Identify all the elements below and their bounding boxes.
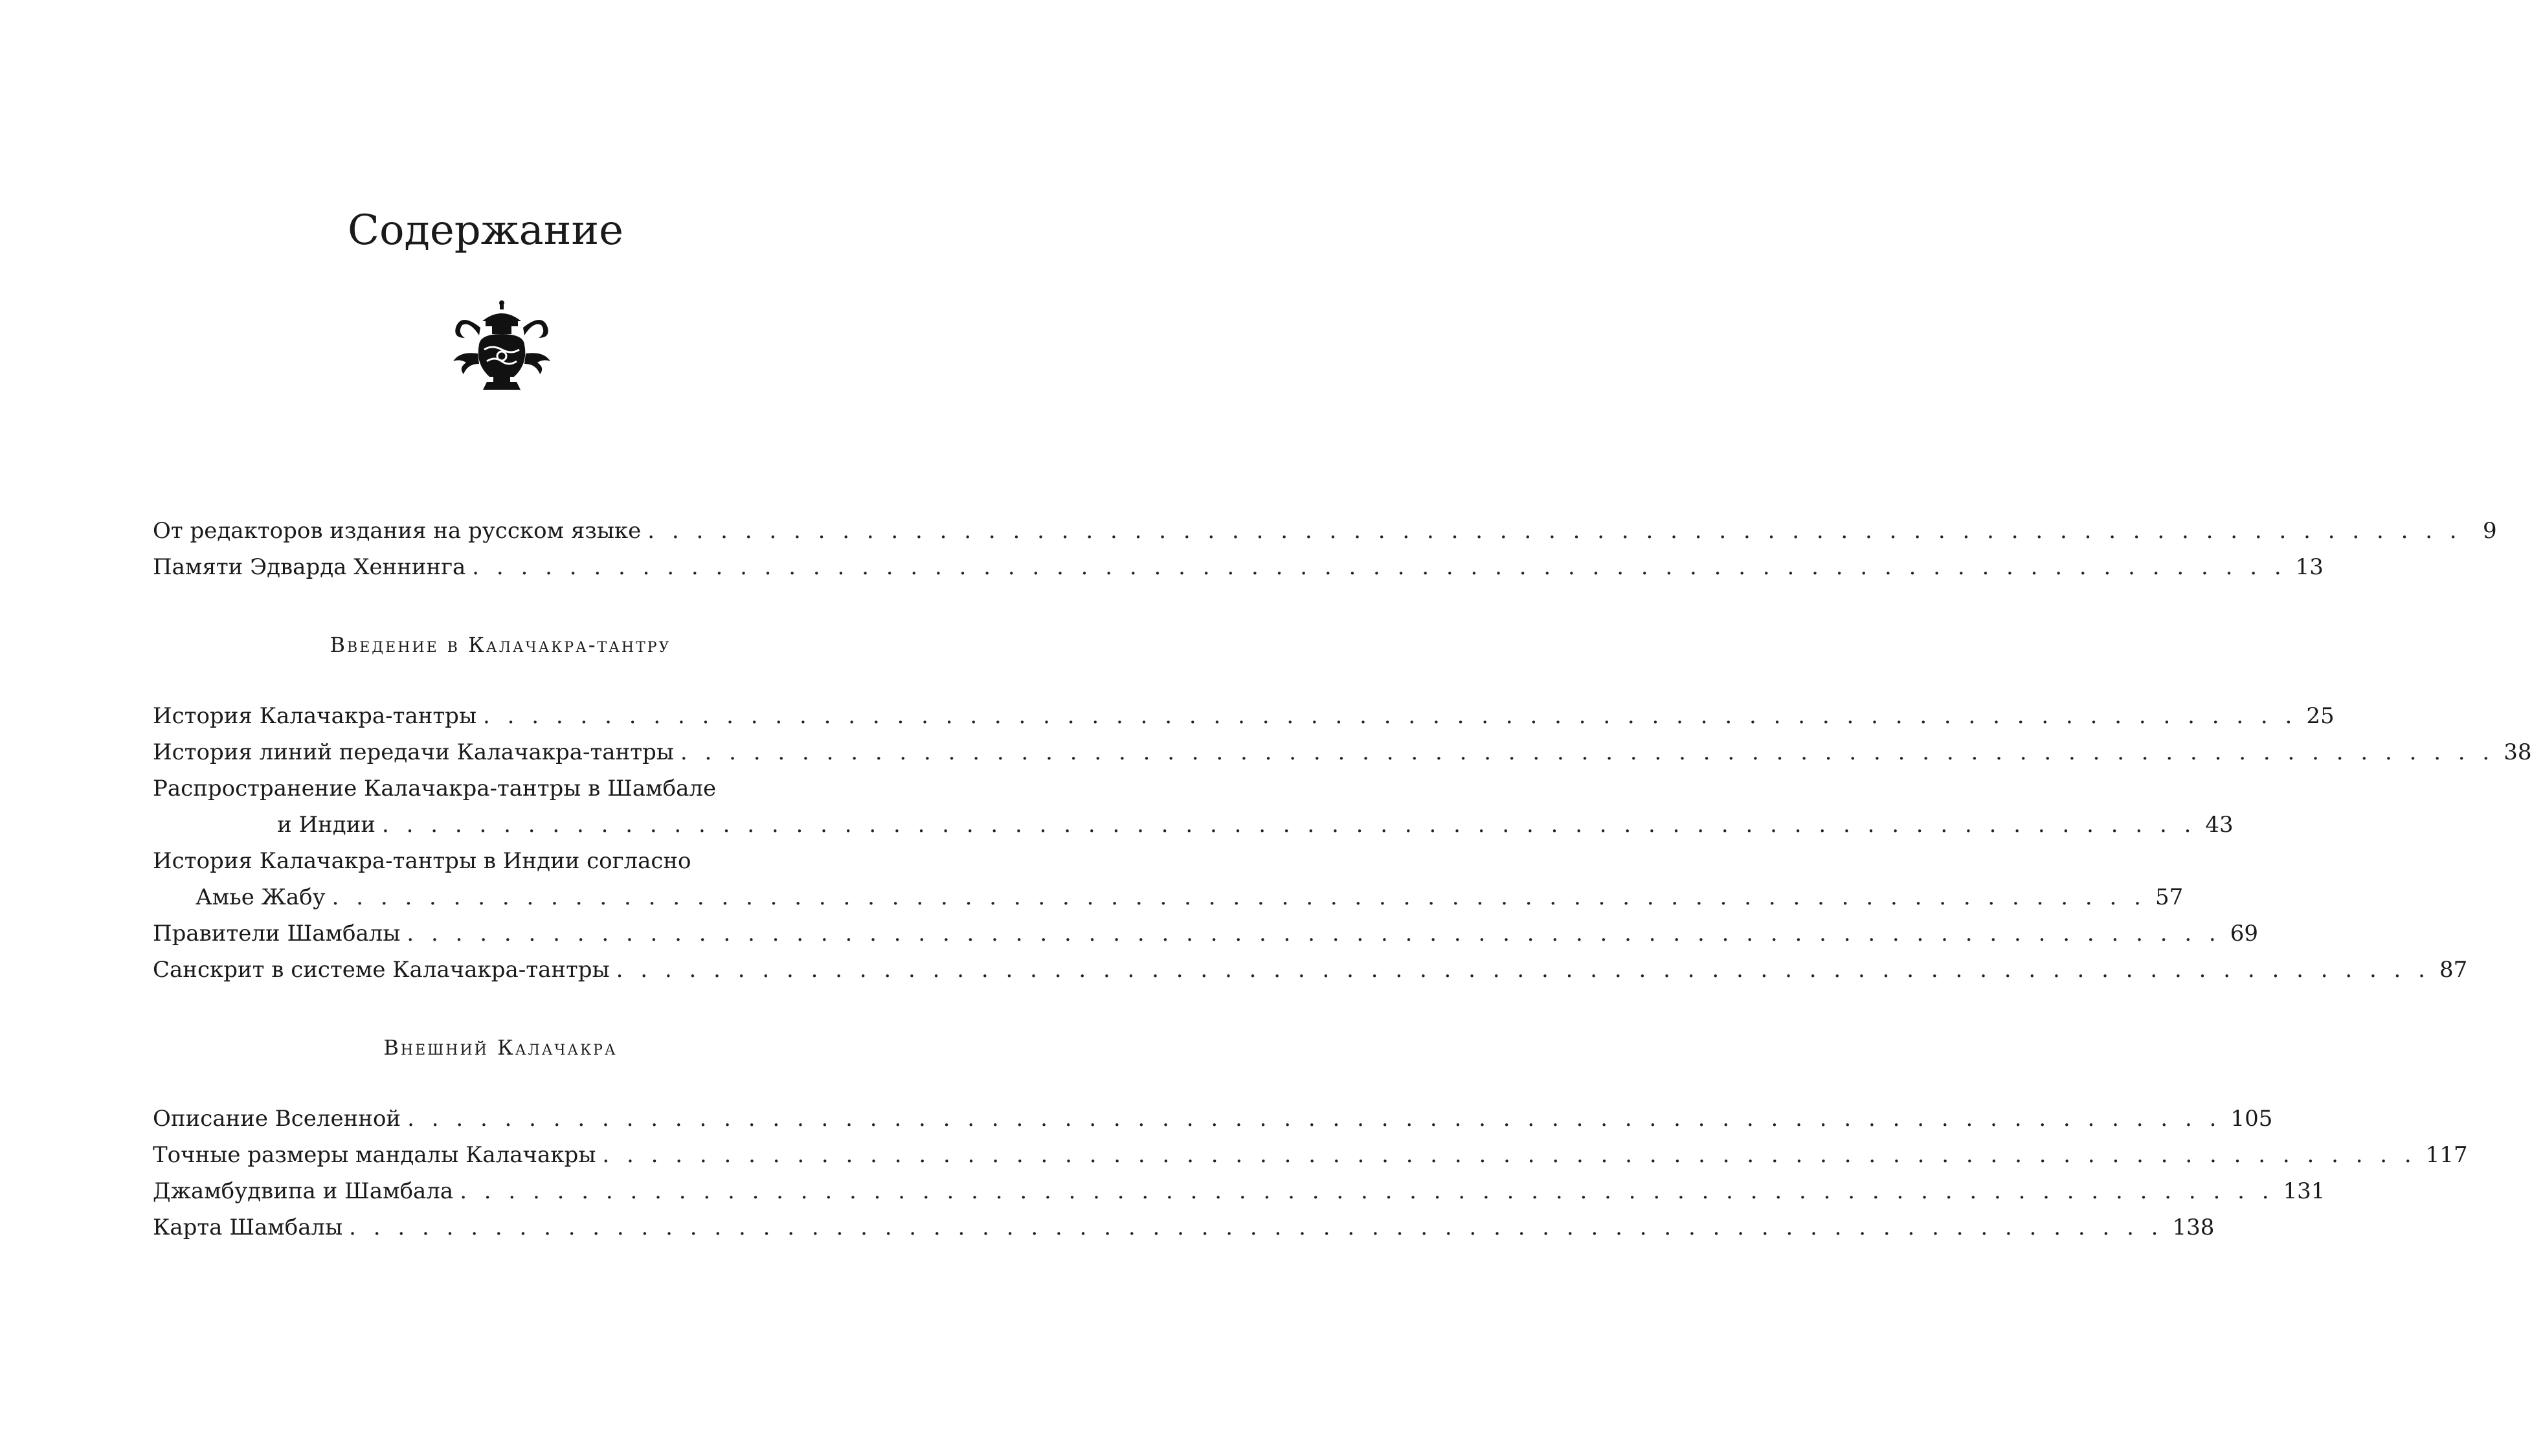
dot-leader: . . . . . . . . . . . . . . . . . . . . . . . . . . . . . . . . . . . . . . . . . . . . . . . . . . . . . . . . . . . . . . . . . . . . . . . . . . . [616,957,2430,983]
toc-page-number: 87 [2439,957,2468,983]
dot-leader: . . . . . . . . . . . . . . . . . . . . . . . . . . . . . . . . . . . . . . . . . . . . . . . . . . . . . . . . . . . . . . . . . . . . . . . . . . . [460,1178,2274,1204]
toc-page-number: 57 [2155,884,2184,910]
toc-page-number: 117 [2425,1142,2468,1168]
section-heading: Внешний Калачакра [383,1035,618,1060]
dot-leader: . . . . . . . . . . . . . . . . . . . . . . . . . . . . . . . . . . . . . . . . . . . . . . . . . . . . . . . . . . . . . . . . . . . . . . . . . . . [483,703,2298,729]
dot-leader: . . . . . . . . . . . . . . . . . . . . . . . . . . . . . . . . . . . . . . . . . . . . . . . . . . . . . . . . . . . . . . . . . . . . . . . . . . . [331,884,2146,910]
toc-entry[interactable] [153,1101,2273,1137]
toc-page-number: 43 [2205,812,2234,838]
toc-page-number: 105 [2230,1106,2273,1132]
toc-entry[interactable] [153,1173,2325,1209]
toc-entry[interactable] [153,770,2234,843]
dot-leader: . . . . . . . . . . . . . . . . . . . . . . . . . . . . . . . . . . . . . . . . . . . . . . . . . . . . . . . . . . . . . . . . . . . . . . . . . . . [472,554,2287,580]
toc-entry[interactable] [153,952,2468,988]
dot-leader: . . . . . . . . . . . . . . . . . . . . . . . . . . . . . . . . . . . . . . . . . . . . . . . . . . . . . . . . . . . . . . . . . . . . . . . . . . . [602,1142,2417,1168]
toc-entry-title-line2: и Индии [277,812,376,838]
toc-entry-title: История линий передачи Калачакра-тантры [153,739,674,765]
treasure-vase-icon [447,299,557,396]
toc-entry-title-line1: История Калачакра-тантры в Индии согласно [153,848,691,874]
toc-page-number: 9 [2482,518,2497,544]
toc-entry-title: История Калачакра-тантры [153,703,477,729]
toc-entry[interactable] [153,915,2259,952]
dot-leader: . . . . . . . . . . . . . . . . . . . . . . . . . . . . . . . . . . . . . . . . . . . . . . . . . . . . . . . . . . . . . . . . . . . . . . . . . . . [407,921,2221,946]
toc-entry-title: Правители Шамбалы [153,921,401,946]
toc-page-number: 131 [2283,1178,2325,1204]
toc-page-number: 25 [2306,703,2335,729]
toc-entry-title: Карта Шамбалы [153,1215,343,1240]
dot-leader: . . . . . . . . . . . . . . . . . . . . . . . . . . . . . . . . . . . . . . . . . . . . . . . . . . . . . . . . . . . . . . . . . . . . . . . . . . . [680,739,2495,765]
toc-entry[interactable] [153,549,2324,585]
toc-entry-title-line2: Амье Жабу [196,884,326,910]
dot-leader: . . . . . . . . . . . . . . . . . . . . . . . . . . . . . . . . . . . . . . . . . . . . . . . . . . . . . . . . . . . . . . . . . . . . . . . . . . . [407,1106,2222,1132]
toc-page-number: 13 [2295,554,2324,580]
toc-entry-title: Джамбудвипа и Шамбала [153,1178,454,1204]
toc-page-number: 38 [2504,739,2532,765]
toc-entry-title: Памяти Эдварда Хеннинга [153,554,466,580]
toc-entry-title-line1: Распространение Калачакра-тантры в Шамбале [153,776,717,801]
section-heading: Введение в Калачакра-тантру [330,633,671,657]
page-title: Содержание [348,207,623,254]
toc-entry-title: Точные размеры мандалы Калачакры [153,1142,596,1168]
toc-page-number: 69 [2230,921,2259,946]
toc-entry-title: От редакторов издания на русском языке [153,518,642,544]
toc-entry[interactable] [153,843,2184,915]
table-of-contents [153,513,2532,1246]
toc-entry[interactable] [153,1137,2468,1173]
toc-entry[interactable] [153,513,2497,549]
toc-entry[interactable] [153,734,2532,770]
toc-page-number: 138 [2172,1215,2215,1240]
dot-leader: . . . . . . . . . . . . . . . . . . . . . . . . . . . . . . . . . . . . . . . . . . . . . . . . . . . . . . . . . . . . . . . . . . . . . . . . . . . [349,1215,2164,1240]
toc-entry-title: Санскрит в системе Калачакра-тантры [153,957,610,983]
dot-leader: . . . . . . . . . . . . . . . . . . . . . . . . . . . . . . . . . . . . . . . . . . . . . . . . . . . . . . . . . . . . . . . . . . . . . . . . . . . [647,518,2462,544]
toc-entry[interactable] [153,698,2335,734]
toc-entry[interactable] [153,1209,2215,1246]
toc-entry-title: Описание Вселенной [153,1106,401,1132]
dot-leader: . . . . . . . . . . . . . . . . . . . . . . . . . . . . . . . . . . . . . . . . . . . . . . . . . . . . . . . . . . . . . . . . . . . . . . . . . . . [382,812,2197,838]
